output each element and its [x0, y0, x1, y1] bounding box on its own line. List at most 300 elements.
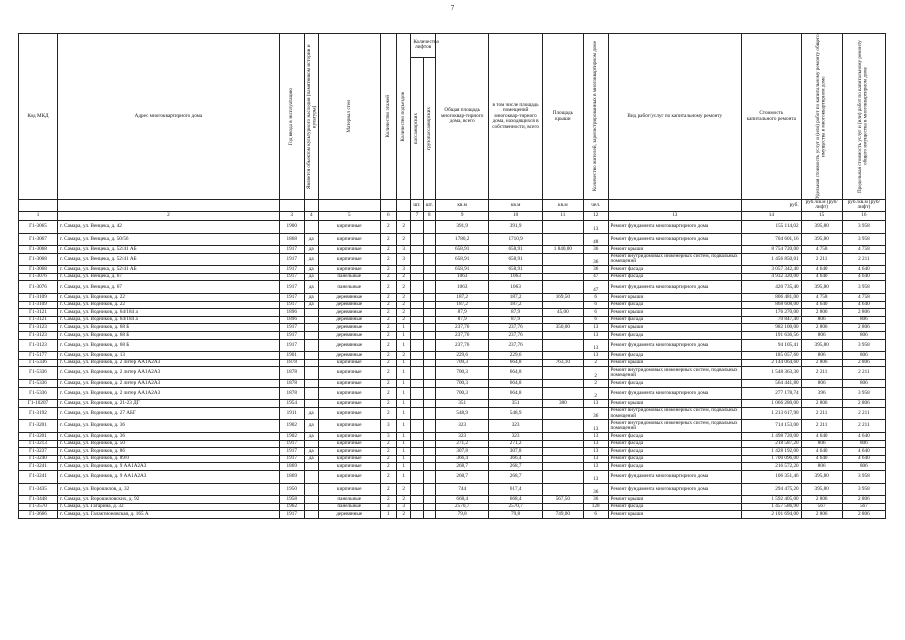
cell-her	[304, 324, 318, 332]
cell-kod: Г1-3123	[19, 332, 58, 340]
cell-fl: 2	[380, 246, 396, 254]
cell-cost: 2 101 694,00	[742, 511, 802, 519]
cell-lc	[423, 220, 435, 233]
cell-ao: 307,8	[489, 448, 542, 456]
cell-her	[304, 220, 318, 233]
cell-ar	[542, 380, 583, 388]
cell-uc: 806	[801, 316, 842, 324]
cell-year: 1917	[279, 281, 304, 294]
cell-kod: Г1-3240	[19, 455, 58, 463]
cell-her: да	[304, 432, 318, 440]
cell-fl: 2	[380, 301, 396, 309]
cell-at: 658,91	[435, 253, 488, 266]
header-lift-pass: пассажирских	[411, 57, 423, 199]
cell-en: 1	[396, 380, 410, 388]
cell-ar	[542, 339, 583, 352]
cell-work: Ремонт фасада	[608, 352, 742, 360]
cell-ar	[542, 266, 583, 274]
cell-ar	[542, 301, 583, 309]
cell-en: 2	[396, 316, 410, 324]
cell-year: 1917	[279, 253, 304, 266]
cell-addr: г. Самара, ул. Венцека, д. 67	[58, 281, 280, 294]
cell-mc: 3 958	[842, 220, 885, 233]
cell-work: Ремонт фасада	[608, 448, 742, 456]
cell-en: 1	[396, 332, 410, 340]
cell-kod: Г1-3241	[19, 463, 58, 471]
cell-lp	[411, 496, 423, 504]
table-row	[19, 220, 886, 233]
cell-mc: 806	[842, 316, 885, 324]
cell-ao: 617,4	[489, 483, 542, 496]
cell-mc: 806	[842, 352, 885, 360]
cell-at: 700,3	[435, 380, 488, 388]
cell-fl: 2	[380, 380, 396, 388]
table-row	[19, 233, 886, 246]
cell-ao: 187,2	[489, 294, 542, 302]
header-cost: Стоимость капитального ремонта	[742, 34, 802, 200]
cell-kod: Г1-3241	[19, 470, 58, 483]
cell-fl: 2	[380, 483, 396, 496]
cell-work: Ремонт фундамента многоквартирного дома	[608, 233, 742, 246]
cell-ar: 169,50	[542, 294, 583, 302]
cell-en: 1	[396, 359, 410, 367]
cell-addr: г. Самара, ул. Ворошилов, д. 32	[58, 483, 280, 496]
cell-cost: 1 498 720,00	[742, 432, 802, 440]
cell-fl: 2	[380, 332, 396, 340]
cell-mc: 806	[842, 380, 885, 388]
cell-at: 271,2	[435, 440, 488, 448]
cell-work: Ремонт фундамента многоквартирного дома	[608, 470, 742, 483]
cell-ao: 658,91	[489, 253, 542, 266]
cell-lc	[423, 400, 435, 408]
cell-work: Ремонт фундамента многоквартирного дома	[608, 339, 742, 352]
cell-ar: 350,00	[542, 324, 583, 332]
cell-at: 268,7	[435, 470, 488, 483]
table-body	[19, 220, 886, 518]
table-row	[19, 273, 886, 281]
cell-year: 1911	[279, 407, 304, 420]
cell-cost: 70 847,40	[742, 316, 802, 324]
column-numbers-row: 1 2 3 4 5 6 7 8 9 10 11 12 13 14 15 16	[19, 211, 886, 220]
table-header	[19, 34, 886, 221]
cell-cost: 1 213 617,90	[742, 407, 802, 420]
cell-lc	[423, 253, 435, 266]
cell-at: 87,9	[435, 316, 488, 324]
cell-mc: 3 958	[842, 281, 885, 294]
cell-mat: кирпичные	[318, 266, 380, 274]
cell-mc: 3 958	[842, 233, 885, 246]
cell-work: Ремонт внутридомовых инженерных систем, подвальных помещений	[608, 253, 742, 266]
cell-mc: 2 211	[842, 407, 885, 420]
cell-en: 1	[396, 387, 410, 400]
cell-lp	[411, 387, 423, 400]
cell-ao: 351	[489, 400, 542, 408]
cell-mat: кирпичные	[318, 380, 380, 388]
cell-ao: 87,9	[489, 309, 542, 317]
table-row	[19, 440, 886, 448]
table-row	[19, 407, 886, 420]
cell-at: 187,2	[435, 301, 488, 309]
cell-addr: г. Самара, ул. Венцека, д. 67	[58, 273, 280, 281]
cell-lc	[423, 352, 435, 360]
cell-lc	[423, 367, 435, 380]
cell-res: 48	[583, 233, 608, 246]
cell-res: 13	[583, 324, 608, 332]
cell-her	[304, 470, 318, 483]
cell-addr: г. Самара, ул. Водников, д. 68 Б	[58, 339, 280, 352]
cell-lc	[423, 432, 435, 440]
cell-fl: 2	[380, 496, 396, 504]
cell-addr: г. Самара, ул. Водников, д. 27 АБГ	[58, 407, 280, 420]
cell-fl: 2	[380, 470, 396, 483]
cell-mc: 4 640	[842, 266, 885, 274]
cell-lc	[423, 387, 435, 400]
cell-kod: Г1-3109	[19, 294, 58, 302]
cell-year: 1868	[279, 233, 304, 246]
cell-year: 1878	[279, 359, 304, 367]
cell-addr: г. Самара, ул. Водников, д. 2 литер АА1А2А3	[58, 359, 280, 367]
cell-mc: 2 806	[842, 511, 885, 519]
cell-at: 700,3	[435, 387, 488, 400]
table-row	[19, 281, 886, 294]
cell-kod: Г1-3121	[19, 316, 58, 324]
cell-ar: 763,10	[542, 359, 583, 367]
cell-addr: г. Самара, ул. Водников, д. 2 литер АА1А2А3	[58, 380, 280, 388]
cell-at: 658,91	[435, 266, 488, 274]
cell-kod: Г1-3121	[19, 309, 58, 317]
cell-addr: г. Самара, ул. Водников, д. 2 литер АА1А2А3	[58, 387, 280, 400]
cell-mat: панельные	[318, 281, 380, 294]
cell-ar: 45,00	[542, 309, 583, 317]
cell-ao: 2570,7	[489, 503, 542, 511]
cell-mat: кирпичные	[318, 233, 380, 246]
cell-ao: 664,8	[489, 380, 542, 388]
cell-mc: 2 806	[842, 309, 885, 317]
cell-ar	[542, 432, 583, 440]
cell-uc: 4 758	[801, 294, 842, 302]
cell-her	[304, 496, 318, 504]
cell-uc: 2 806	[801, 359, 842, 367]
cell-mc: 806	[842, 440, 885, 448]
cell-uc: 2 806	[801, 496, 842, 504]
cell-her: да	[304, 407, 318, 420]
cell-addr: г. Самара, ул. Венцека, д. 52/41 АБ	[58, 246, 280, 254]
cell-en: 1	[396, 448, 410, 456]
cell-mat: кирпичные	[318, 220, 380, 233]
cell-kod: Г1-3109	[19, 301, 58, 309]
cell-uc: 4 640	[801, 455, 842, 463]
cell-mat: кирпичные	[318, 407, 380, 420]
cell-year: 1958	[279, 496, 304, 504]
cell-lp	[411, 432, 423, 440]
cell-her	[304, 483, 318, 496]
table-row	[19, 359, 886, 367]
cell-at: 351	[435, 400, 488, 408]
cell-work: Ремонт фасада	[608, 463, 742, 471]
cell-cost: 1 066 280,00	[742, 400, 802, 408]
cell-kod: Г1-3123	[19, 339, 58, 352]
cell-kod: Г1-5336	[19, 359, 58, 367]
cell-at: 1780,2	[435, 233, 488, 246]
cell-ao: 271,2	[489, 440, 542, 448]
cell-uc: 4 640	[801, 432, 842, 440]
cell-lc	[423, 316, 435, 324]
cell-year: 1917	[279, 266, 304, 274]
cell-en: 1	[396, 432, 410, 440]
cell-lc	[423, 380, 435, 388]
cell-mat: панельные	[318, 503, 380, 511]
cell-mc: 4 758	[842, 294, 885, 302]
cell-ar	[542, 448, 583, 456]
cell-work: Ремонт фасада	[608, 432, 742, 440]
cell-work: Ремонт крыши	[608, 400, 742, 408]
cell-kod: Г1-5336	[19, 380, 58, 388]
cell-mc: 4 640	[842, 448, 885, 456]
cell-work: Ремонт фундамента многоквартирного дома	[608, 387, 742, 400]
cell-at: 700,3	[435, 367, 488, 380]
table-row	[19, 448, 886, 456]
header-unit-cost: Удельная стоимость услуг и (или) работ по капитальному ремонту общего имущества в многоквартирном доме	[801, 34, 842, 200]
cell-her	[304, 400, 318, 408]
cell-en: 1	[396, 440, 410, 448]
cell-addr: г. Самара, ул. Водников, д. 36	[58, 432, 280, 440]
cell-cost: 94 105,41	[742, 339, 802, 352]
cell-work: Ремонт фасада	[608, 301, 742, 309]
cell-at: 744	[435, 483, 488, 496]
cell-lc	[423, 503, 435, 511]
cell-mat: деревянные	[318, 511, 380, 519]
cell-ao: 391,9	[489, 220, 542, 233]
cell-en: 2	[396, 273, 410, 281]
capital-repair-table	[18, 33, 886, 519]
cell-her	[304, 316, 318, 324]
cell-en: 1	[396, 420, 410, 433]
table-row	[19, 339, 886, 352]
cell-mat: кирпичные	[318, 253, 380, 266]
cell-mc: 567	[842, 503, 885, 511]
cell-lc	[423, 266, 435, 274]
cell-res: 2	[583, 380, 608, 388]
table-row	[19, 332, 886, 340]
cell-res: 36	[583, 483, 608, 496]
cell-res: 13	[583, 440, 608, 448]
cell-en: 1	[396, 470, 410, 483]
cell-res: 13	[583, 339, 608, 352]
cell-uc: 395,80	[801, 339, 842, 352]
cell-lp	[411, 253, 423, 266]
cell-lc	[423, 440, 435, 448]
cell-work: Ремонт крыши	[608, 294, 742, 302]
cell-lc	[423, 324, 435, 332]
cell-res: 13	[583, 332, 608, 340]
cell-en: 1	[396, 324, 410, 332]
cell-en: 2	[396, 220, 410, 233]
cell-lp	[411, 281, 423, 294]
cell-fl: 2	[380, 281, 396, 294]
cell-fl: 3	[380, 432, 396, 440]
cell-cost: 420 735,40	[742, 281, 802, 294]
cell-ao: 237,76	[489, 324, 542, 332]
cell-addr: г. Самара, ул. Венцека, д. 52/41 АБ	[58, 266, 280, 274]
table-row	[19, 455, 886, 463]
cell-kod: Г1-5177	[19, 352, 58, 360]
cell-at: 79,8	[435, 511, 488, 519]
table-row	[19, 309, 886, 317]
cell-year: 1917	[279, 294, 304, 302]
cell-mat: деревянные	[318, 332, 380, 340]
cell-ao: 87,9	[489, 316, 542, 324]
cell-at: 2570,7	[435, 503, 488, 511]
cell-kod: Г1-3213	[19, 440, 58, 448]
cell-en: 1	[396, 455, 410, 463]
cell-uc: 806	[801, 463, 842, 471]
cell-kod: Г1-3201	[19, 420, 58, 433]
cell-kod: Г1-3068	[19, 253, 58, 266]
cell-kod: Г1-3068	[19, 266, 58, 274]
cell-at: 1063	[435, 273, 488, 281]
cell-uc: 2 211	[801, 420, 842, 433]
cell-uc: 4 758	[801, 246, 842, 254]
cell-year: 1896	[279, 316, 304, 324]
cell-fl: 2	[380, 266, 396, 274]
cell-work: Ремонт крыши	[608, 496, 742, 504]
table-row	[19, 253, 886, 266]
cell-fl: 2	[380, 448, 396, 456]
cell-ar	[542, 281, 583, 294]
cell-uc: 4 640	[801, 266, 842, 274]
cell-mc: 4 640	[842, 455, 885, 463]
cell-at: 237,76	[435, 339, 488, 352]
cell-uc: 395,80	[801, 483, 842, 496]
cell-year: 1900	[279, 220, 304, 233]
cell-lp	[411, 367, 423, 380]
cell-at: 1063	[435, 281, 488, 294]
cell-res: 13	[583, 352, 608, 360]
cell-kod: Г1-3570	[19, 503, 58, 511]
cell-lc	[423, 339, 435, 352]
header-area-roof: Площадь крыши	[542, 34, 583, 200]
cell-uc: 395,80	[801, 281, 842, 294]
cell-en: 1	[396, 367, 410, 380]
cell-mat: кирпичные	[318, 400, 380, 408]
cell-year: 1917	[279, 455, 304, 463]
cell-addr: г. Самара, ул. Водников, д. 22	[58, 294, 280, 302]
cell-uc: 2 806	[801, 400, 842, 408]
cell-cost: 294 475,20	[742, 483, 802, 496]
cell-lc	[423, 273, 435, 281]
cell-res: 2	[583, 359, 608, 367]
cell-ao: 664,8	[489, 359, 542, 367]
cell-mat: деревянные	[318, 316, 380, 324]
cell-addr: г. Самара, ул. Водников, д. 68 Б	[58, 324, 280, 332]
header-residents: Количество жителей, зарегистрированных в многоквартирном доме	[583, 34, 608, 200]
cell-cost: 218 587,20	[742, 440, 802, 448]
cell-uc: 2 806	[801, 511, 842, 519]
cell-addr: г. Самара, ул. Водников, д. 2 литер АА1А2А3	[58, 367, 280, 380]
cell-res: 47	[583, 273, 608, 281]
cell-addr: г. Самара, ул. Водников, д. 13	[58, 352, 280, 360]
cell-lc	[423, 455, 435, 463]
cell-year: 1878	[279, 367, 304, 380]
cell-en: 2	[396, 294, 410, 302]
cell-res: 36	[583, 253, 608, 266]
cell-res: 6	[583, 309, 608, 317]
cell-en: 3	[396, 503, 410, 511]
cell-addr: г. Самара, ул. Водников, д. 68 Б	[58, 332, 280, 340]
cell-ao: 664,8	[489, 387, 542, 400]
cell-work: Ремонт крыши	[608, 324, 742, 332]
cell-addr: г. Самара, ул. Гагарина, д. 32	[58, 503, 280, 511]
cell-mc: 2 806	[842, 324, 885, 332]
cell-at: 709,3	[435, 359, 488, 367]
cell-uc: 4 640	[801, 273, 842, 281]
cell-work: Ремонт фасада	[608, 273, 742, 281]
cell-mat: деревянные	[318, 324, 380, 332]
cell-addr: г. Самара, ул. Водников, д. 21-23 ДГ	[58, 400, 280, 408]
cell-her: да	[304, 246, 318, 254]
cell-cost: 1 592 405,00	[742, 496, 802, 504]
cell-lp	[411, 455, 423, 463]
cell-at: 229,6	[435, 352, 488, 360]
cell-addr: г. Самара, ул. Водников, д. 9 АА1А2А3	[58, 463, 280, 471]
cell-lp	[411, 220, 423, 233]
cell-at: 307,8	[435, 448, 488, 456]
table-row	[19, 294, 886, 302]
cell-ar	[542, 316, 583, 324]
cell-lp	[411, 448, 423, 456]
cell-en: 2	[396, 281, 410, 294]
cell-her: да	[304, 281, 318, 294]
cell-year: 1950	[279, 483, 304, 496]
cell-addr: г. Самара, ул. Венцека, д. 42	[58, 220, 280, 233]
cell-mat: кирпичные	[318, 470, 380, 483]
cell-year: 1917	[279, 511, 304, 519]
cell-res: 13	[583, 420, 608, 433]
cell-ao: 1063	[489, 281, 542, 294]
cell-cost: 704 601,16	[742, 233, 802, 246]
table-row	[19, 511, 886, 519]
table-row	[19, 420, 886, 433]
cell-fl: 2	[380, 400, 396, 408]
cell-mat: кирпичные	[318, 367, 380, 380]
cell-uc: 2 806	[801, 324, 842, 332]
cell-ar	[542, 367, 583, 380]
cell-her	[304, 309, 318, 317]
cell-her	[304, 359, 318, 367]
cell-ao: 229,6	[489, 352, 542, 360]
cell-kod: Г1-3201	[19, 432, 58, 440]
cell-mat: деревянные	[318, 309, 380, 317]
cell-year: 1869	[279, 470, 304, 483]
table-row	[19, 316, 886, 324]
cell-her	[304, 463, 318, 471]
cell-kod: Г1-3065	[19, 220, 58, 233]
cell-mc: 2 211	[842, 420, 885, 433]
cell-mc: 4 640	[842, 301, 885, 309]
cell-mc: 806	[842, 463, 885, 471]
cell-uc: 567	[801, 503, 842, 511]
cell-res: 6	[583, 511, 608, 519]
cell-her	[304, 380, 318, 388]
table-row	[19, 503, 886, 511]
cell-mc: 4 640	[842, 273, 885, 281]
cell-year: 1902	[279, 432, 304, 440]
table-row	[19, 463, 886, 471]
cell-work: Ремонт фасада	[608, 503, 742, 511]
cell-mc: 3 958	[842, 483, 885, 496]
cell-kod: Г1-3435	[19, 483, 58, 496]
cell-fl: 2	[380, 407, 396, 420]
